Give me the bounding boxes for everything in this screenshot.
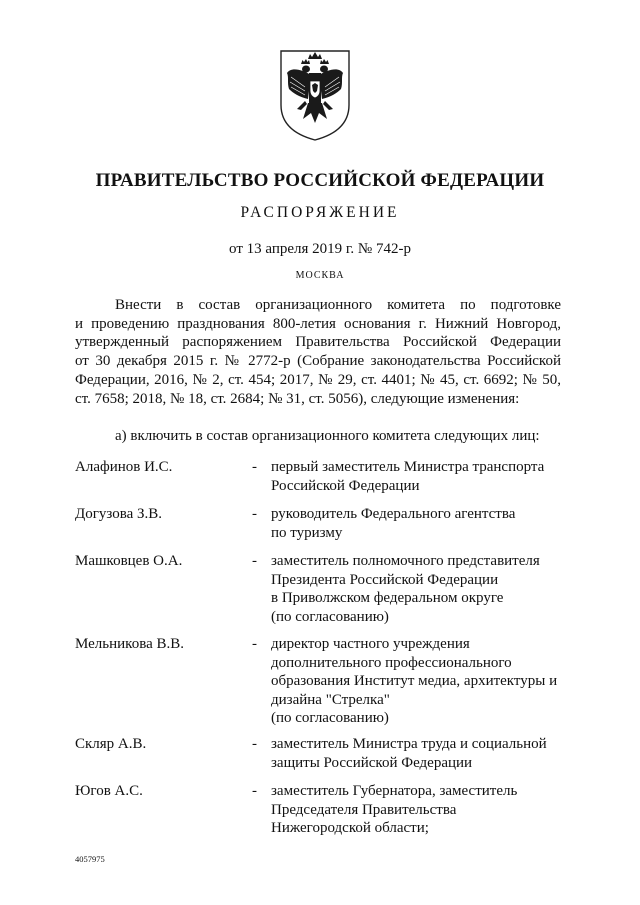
body-line: утвержденный распоряжением Правительства Российской Федерации — [75, 334, 561, 351]
role-line: дизайна "Стрелка" — [271, 691, 390, 708]
role-line: защиты Российской Федерации — [271, 754, 473, 771]
role-line: заместитель Губернатора, заместитель — [271, 783, 518, 799]
member-name: Югов А.С. — [75, 783, 143, 799]
member-dash: - — [252, 506, 257, 522]
member-dash: - — [252, 636, 257, 652]
member-role — [271, 782, 571, 838]
member-name: Мельникова В.В. — [75, 636, 185, 652]
role-line: (по согласованию) — [271, 608, 389, 625]
role-line: Нижегородской области; — [271, 820, 429, 836]
order-body-paragraph — [75, 296, 561, 408]
role-line: по туризму — [271, 524, 343, 541]
sub-item-a: а) включить в состав организационного комитета следующих лиц: — [115, 428, 540, 444]
document-city: МОСКВА — [295, 270, 345, 281]
role-line: дополнительного профессионального — [271, 654, 512, 671]
role-line: Председателя Правительства — [271, 801, 457, 818]
member-role — [271, 505, 571, 542]
role-line: Президента Российской Федерации — [271, 571, 499, 588]
member-role — [271, 635, 571, 728]
role-line: директор частного учреждения — [271, 636, 470, 652]
member-role — [271, 735, 571, 772]
role-line: образования Институт медиа, архитектуры и — [271, 673, 558, 689]
government-title: ПРАВИТЕЛЬСТВО РОССИЙСКОЙ ФЕДЕРАЦИИ — [95, 170, 545, 191]
body-line: ст. 7658; 2018, № 18, ст. 2684; № 31, ст. 5056), следующие изменения: — [75, 390, 520, 407]
body-line: и проведению празднования 800-летия основания г. Нижний Новгород, — [75, 315, 561, 332]
document-footer-number: 4057975 — [75, 854, 105, 864]
member-dash: - — [252, 736, 257, 752]
role-line: заместитель полномочного представителя — [271, 553, 540, 569]
member-role — [271, 458, 571, 495]
document-type: РАСПОРЯЖЕНИЕ — [240, 204, 400, 221]
body-line: Федерации, 2016, № 2, ст. 454; 2017, № 29, ст. 4401; № 45, ст. 6692; № 50, — [75, 371, 561, 388]
document-date-number: от 13 апреля 2019 г. № 742-р — [229, 241, 411, 257]
role-line: в Приволжском федеральном округе — [271, 590, 504, 606]
member-dash: - — [252, 783, 257, 799]
role-line: заместитель Министра труда и социальной — [271, 736, 547, 752]
body-line: Внести в состав организационного комитета по подготовке — [115, 297, 561, 313]
coat-of-arms-emblem — [275, 47, 355, 143]
body-line: от 30 декабря 2015 г. № 2772-р (Собрание законодательства Российской — [75, 353, 561, 370]
member-name: Догузова З.В. — [75, 506, 163, 522]
member-name: Алафинов И.С. — [75, 459, 173, 475]
member-name: Скляр А.В. — [75, 736, 147, 752]
role-line: (по согласованию) — [271, 710, 389, 726]
role-line: руководитель Федерального агентства — [271, 506, 516, 522]
role-line: Российской Федерации — [271, 477, 420, 494]
member-dash: - — [252, 459, 257, 475]
role-line: первый заместитель Министра транспорта — [271, 459, 545, 475]
member-role — [271, 552, 571, 626]
member-name: Машковцев О.А. — [75, 553, 183, 569]
member-dash: - — [252, 553, 257, 569]
